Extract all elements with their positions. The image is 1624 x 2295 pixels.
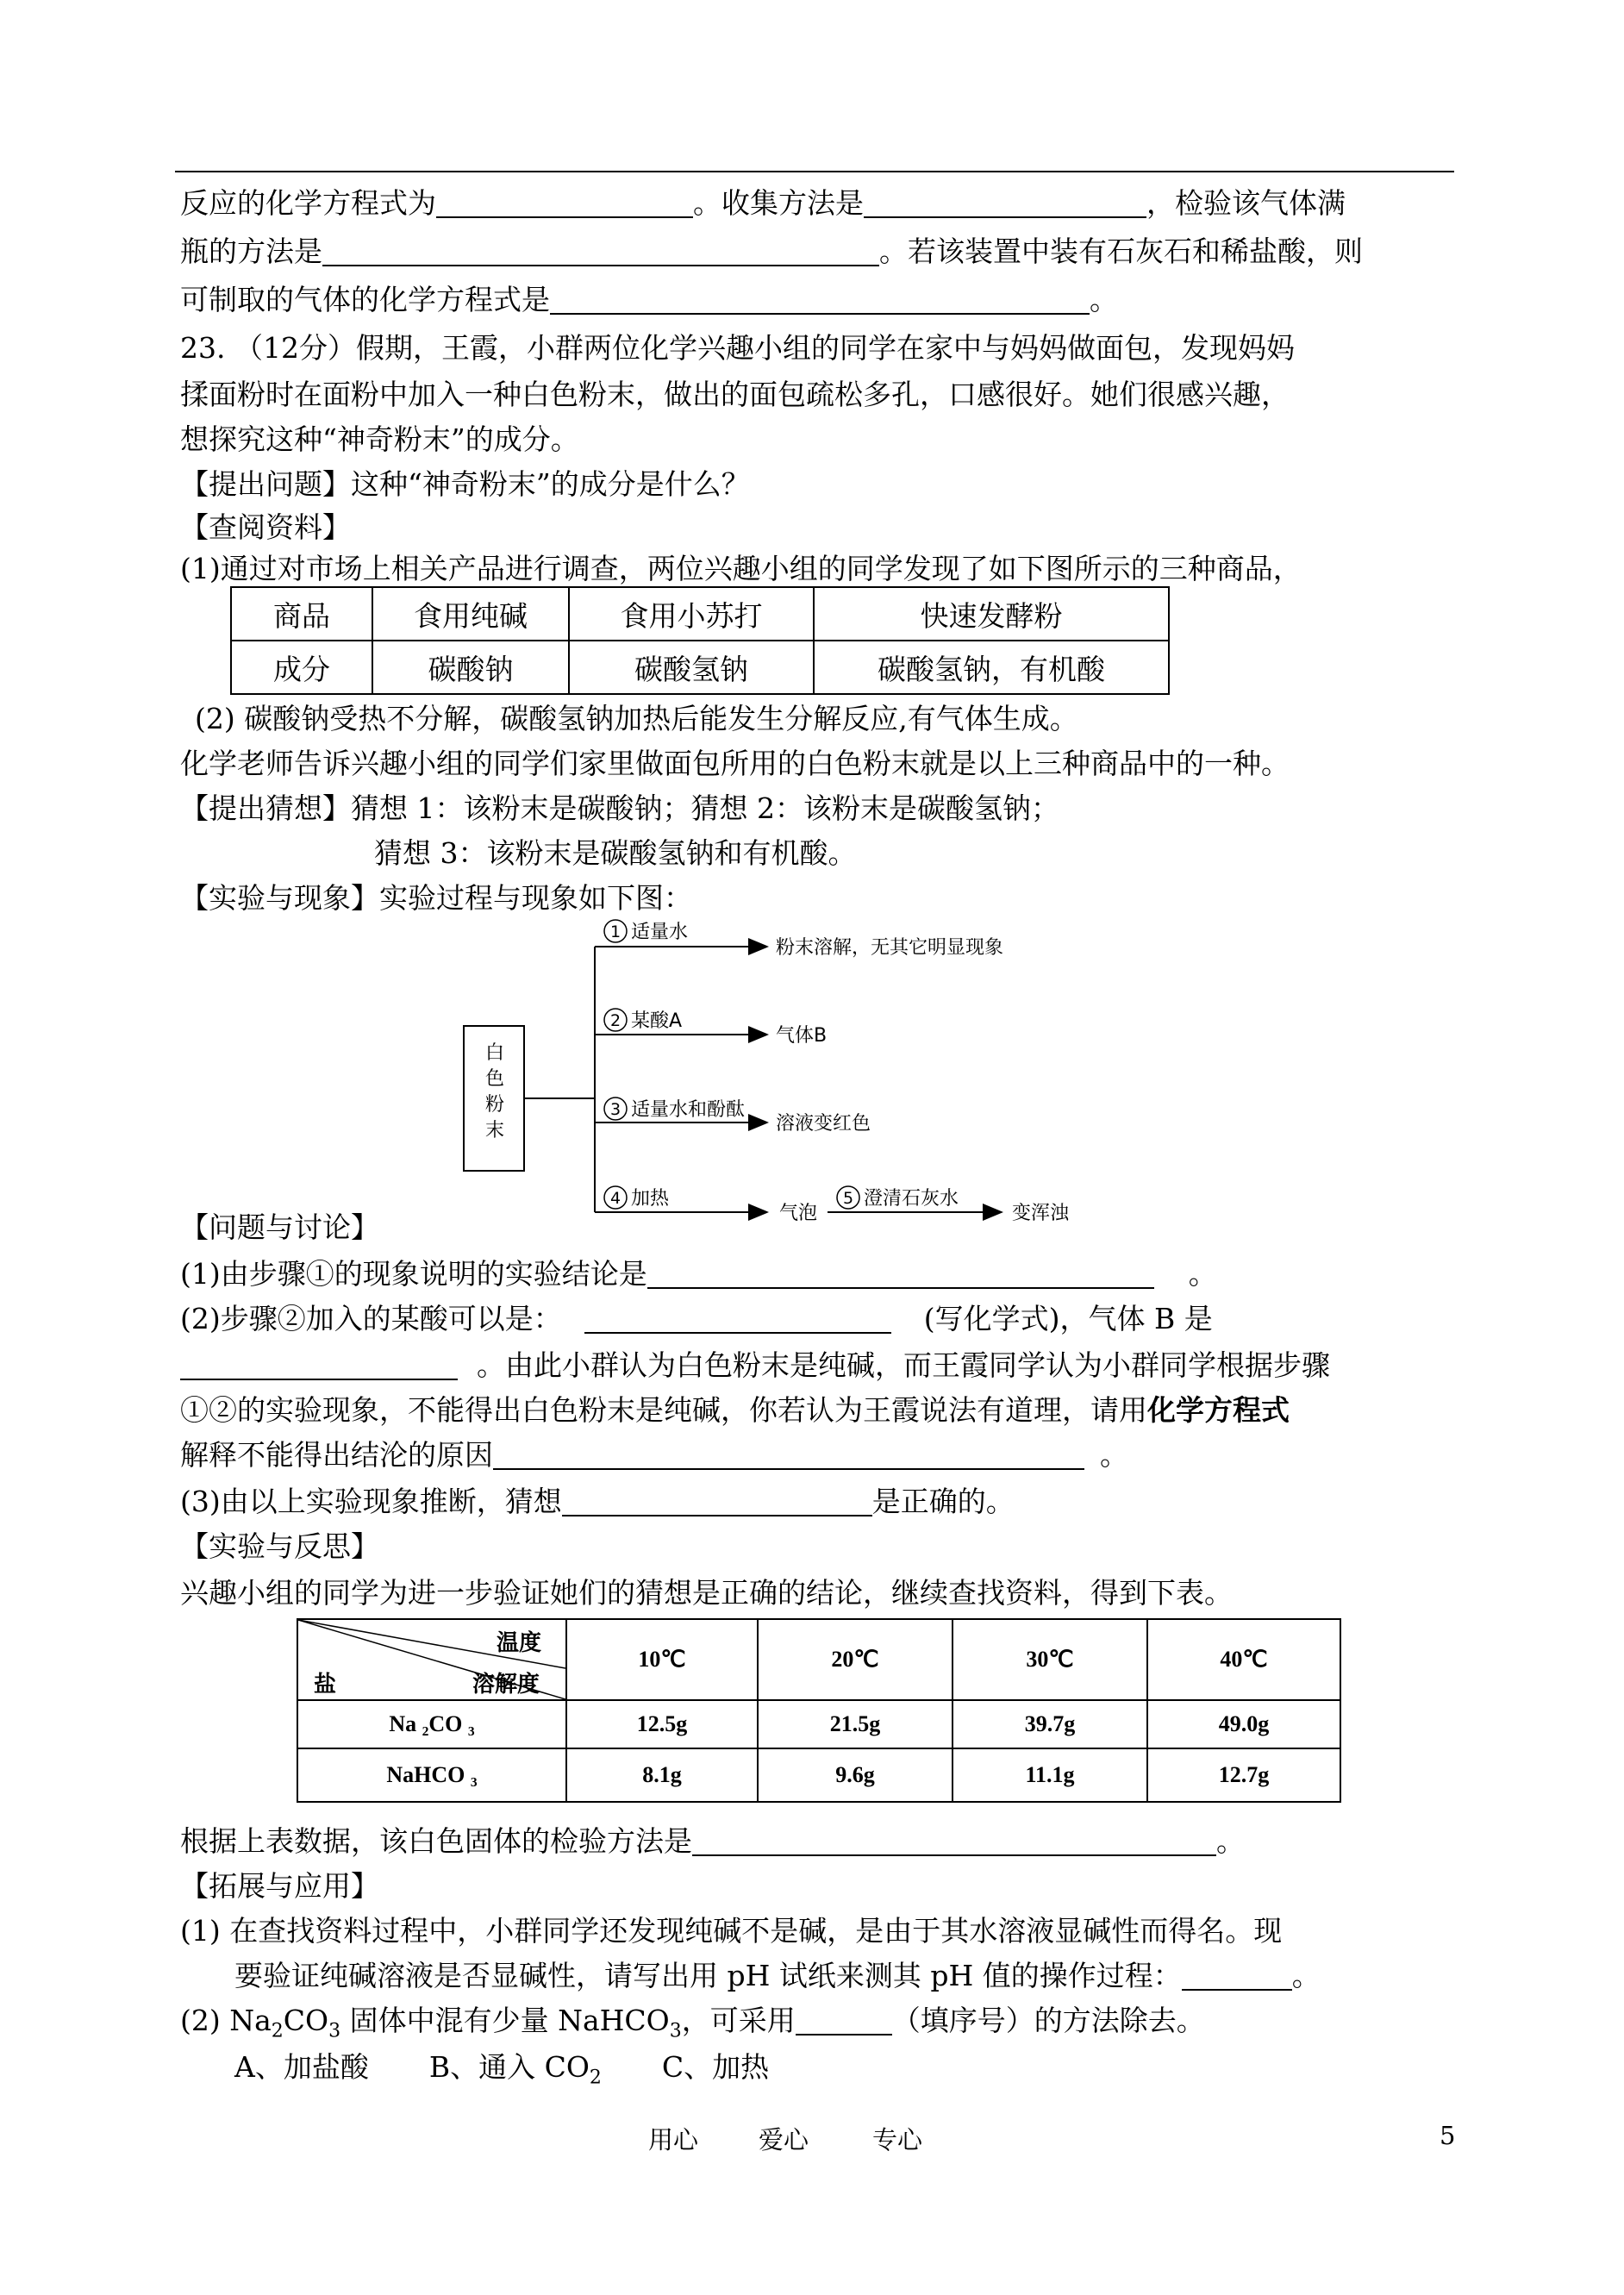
text-segment: (2)步骤②加入的某酸可以是： [180,1302,562,1335]
table-cell: 食用纯碱 [372,587,569,641]
text-segment: (写化学式)，气体 B 是 [923,1302,1213,1335]
teacher-note: 化学老师告诉兴趣小组的同学们家里做面包所用的白色粉末就是以上三种商品中的一种。 [180,747,1290,780]
text-segment: CO [283,2004,329,2037]
table-cell: 12.7g [1147,1748,1340,1802]
footer-motto: 专心 [872,2125,923,2154]
q23-intro-line-1: 23. （12分）假期，王霞，小群两位化学兴趣小组的同学在家中与妈妈做面包，发现妈妈 [180,331,1295,365]
step-label: 澄清石灰水 [864,1188,959,1210]
discussion-q2-line-2 [180,1343,1330,1384]
step-number: 4 [610,1189,621,1208]
answer-blank [180,1351,458,1380]
step-number: 2 [610,1011,621,1030]
corner-label-solubility: 溶解度 [472,1672,540,1697]
step-result: 气泡 [779,1203,818,1224]
q23-intro-line-3: 想探究这种“神奇粉末”的成分。 [180,422,579,456]
page-number: 5 [1440,2121,1456,2150]
option-c: C、加热 [661,2050,770,2084]
table-header-cell: 20℃ [758,1619,953,1700]
extension-heading: 【拓展与应用】 [180,1869,379,1903]
text-segment: 是正确的。 [871,1485,1015,1518]
subscript: 2 [589,2067,602,2089]
guess-line-1: 【提出猜想】猜想 1：该粉末是碳酸钠；猜想 2：该粉末是碳酸氢钠； [180,791,1059,825]
text-segment: 。 [1090,283,1118,316]
answer-blank [493,1441,1084,1470]
box-char: 末 [485,1120,505,1141]
discussion-q2-line-3 [180,1388,1290,1429]
discussion-q3 [180,1479,1015,1520]
table-cell: 8.1g [566,1748,758,1802]
reflection-intro: 兴趣小组的同学为进一步验证她们的猜想是正确的结论，继续查找资料，得到下表。 [180,1576,1233,1610]
text-segment: ①②的实验现象，不能得出白色粉末是纯碱，你若认为王霞说法有道理，请用 [180,1393,1147,1427]
answer-blank [550,285,1090,315]
table-cell: 成分 [231,641,372,694]
answer-blank [584,1304,891,1334]
step-number: 1 [610,922,621,941]
reflection-conclusion [180,1819,1245,1860]
table-row [297,1748,1340,1802]
header-rule [175,171,1454,172]
box-char: 色 [485,1068,505,1090]
discussion-heading: 【问题与讨论】 [180,1210,379,1244]
option-a: A、加盐酸 [234,2050,369,2084]
step-result: 气体B [776,1025,828,1047]
extension-q2 [180,1998,1205,2042]
answer-blank [796,2006,892,2035]
q23-intro-line-2: 揉面粉时在面粉中加入一种白色粉末，做出的面包疏松多孔，口感很好。她们很感兴趣， [180,378,1290,411]
step-label: 适量水和酚酞 [631,1099,746,1121]
experiment-heading: 【实验与现象】实验过程与现象如下图： [180,881,692,915]
step-result: 粉末溶解，无其它明显现象 [776,937,1004,959]
step-number: 3 [610,1100,621,1119]
table-cell: 21.5g [758,1700,953,1748]
prev-question-line-1 [180,181,1346,222]
table-cell: 11.1g [953,1748,1147,1802]
text-segment: 解释不能得出结沦的原因 [180,1438,493,1472]
text-segment: (2) Na [180,2004,272,2037]
footer-motto: 用心 [648,2125,699,2154]
corner-label-salt: 盐 [314,1672,337,1697]
step-result: 溶液变红色 [776,1113,871,1135]
table-row [231,641,1169,694]
table-row [297,1700,1340,1748]
answer-blank [692,1827,1216,1856]
text-segment: 。 [1188,1257,1217,1291]
text-segment: 。若该装置中装有石灰石和稀盐酸，则 [879,235,1363,268]
product-table [230,586,1170,695]
table-cell: NaHCO ₃ [297,1748,566,1802]
text-segment: 。 [1100,1438,1128,1472]
solubility-table [297,1618,1341,1803]
box-char: 粉 [485,1094,505,1116]
discussion-q1 [180,1252,1217,1292]
prev-question-line-3 [180,278,1118,318]
box-char: 白 [485,1042,505,1064]
text-segment: 化学方程式 [1147,1393,1290,1427]
corner-label-temperature: 温度 [496,1630,541,1655]
text-segment: 要验证纯碱溶液是否显碱性，请写出用 pH 试纸来测其 pH 值的操作过程： [234,1959,1182,1992]
text-segment: 根据上表数据，该白色固体的检验方法是 [180,1824,692,1858]
text-segment: 瓶的方法是 [180,235,322,268]
footer-motto: 爱心 [759,2125,809,2154]
text-segment: 反应的化学方程式为 [180,186,436,220]
consult-item-2: (2) 碳酸钠受热不分解，碳酸氢钠加热后能发生分解反应,有气体生成。 [195,702,1078,735]
text-segment: 。由此小群认为白色粉末是纯碱，而王霞同学认为小群同学根据步骤 [477,1348,1330,1382]
text-segment: 。 [1291,1959,1321,1992]
subscript: 3 [328,2020,341,2042]
text-segment: 可制取的气体的化学方程式是 [180,283,550,316]
guess-line-2: 猜想 3：该粉末是碳酸氢钠和有机酸。 [374,836,857,870]
table-corner-cell [297,1619,566,1700]
extension-q1-line-1: (1) 在查找资料过程中，小群同学还发现纯碱不是碱，是由于其水溶液显碱性而得名。现 [180,1914,1283,1948]
extension-options [234,2045,769,2089]
text-segment: ，可采用 [681,2004,796,2037]
table-cell: 食用小苏打 [569,587,814,641]
discussion-q2 [180,1297,1213,1337]
table-cell: 9.6g [758,1748,953,1802]
subscript: 3 [669,2020,682,2042]
prev-question-line-2 [180,229,1363,270]
answer-blank [436,189,693,218]
answer-blank [647,1260,1154,1289]
discussion-q2-line-4 [180,1433,1128,1473]
answer-blank [562,1487,872,1516]
step-result: 变浑浊 [1012,1203,1070,1224]
text-segment: (1)由步骤①的现象说明的实验结论是 [180,1257,647,1291]
table-cell: 49.0g [1147,1700,1340,1748]
table-cell: 39.7g [953,1700,1147,1748]
text-segment: 。收集方法是 [693,186,864,220]
subscript: 2 [271,2020,284,2042]
reflection-heading: 【实验与反思】 [180,1529,379,1563]
step-label: 加热 [631,1188,670,1210]
consult-heading: 【查阅资料】 [180,510,351,544]
table-cell: 快速发酵粉 [814,587,1169,641]
option-b: B、通入 CO [428,2050,590,2084]
table-cell: 12.5g [566,1700,758,1748]
table-header-cell: 40℃ [1147,1619,1340,1700]
text-segment: 固体中混有少量 NaHCO [340,2004,670,2037]
text-segment: 。 [1216,1824,1245,1858]
step-number: 5 [843,1189,854,1208]
table-header-cell: 10℃ [566,1619,758,1700]
table-header-cell: 30℃ [953,1619,1147,1700]
experiment-diagram [457,914,1112,1233]
table-row [297,1619,1340,1700]
text-segment: (3)由以上实验现象推断，猜想 [180,1485,562,1518]
table-row [231,587,1169,641]
answer-blank [322,237,879,266]
answer-blank [1182,1961,1292,1991]
step-label: 适量水 [631,922,689,943]
answer-blank [864,189,1146,218]
table-cell: 碳酸钠 [372,641,569,694]
extension-q1-line-2 [234,1954,1321,1994]
table-cell: 商品 [231,587,372,641]
table-cell: 碳酸氢钠 [569,641,814,694]
step-label: 某酸A [631,1010,683,1032]
table-cell: Na ₂CO ₃ [297,1700,566,1748]
text-segment: （填序号）的方法除去。 [891,2004,1205,2037]
consult-item-1: (1)通过对市场上相关产品进行调查，两位兴趣小组的同学发现了如下图所示的三种商品， [180,552,1302,585]
ask-question-heading: 【提出问题】这种“神奇粉末”的成分是什么？ [180,467,750,501]
table-cell: 碳酸氢钠，有机酸 [814,641,1169,694]
text-segment: ，检验该气体满 [1146,186,1346,220]
